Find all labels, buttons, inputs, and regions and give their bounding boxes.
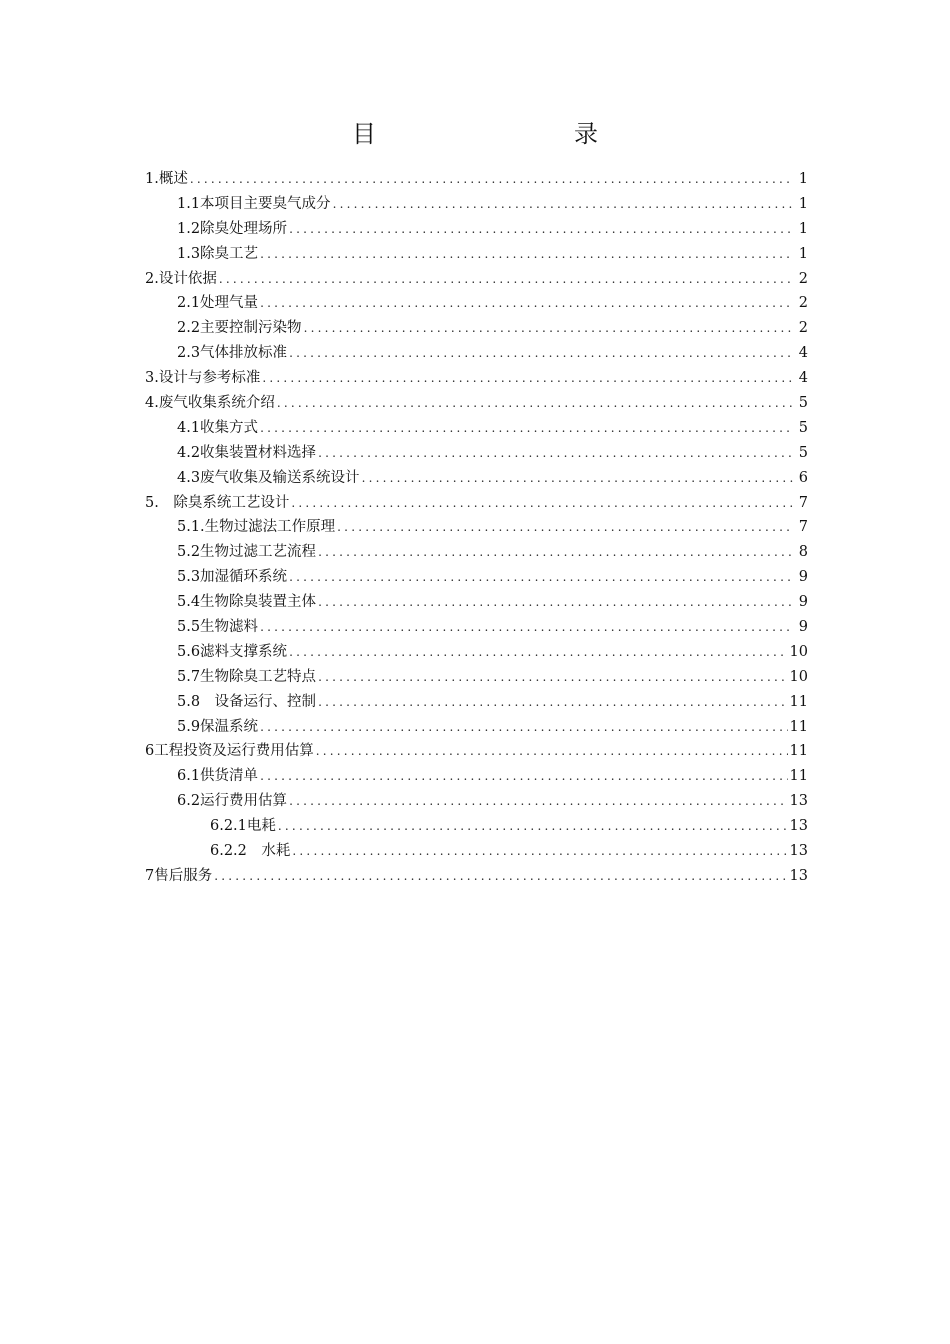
toc-entry[interactable] <box>145 615 808 640</box>
toc-entry[interactable] <box>145 242 808 267</box>
toc-page-number: 5 <box>798 419 808 436</box>
toc-dot-leader <box>318 590 794 615</box>
toc-entry[interactable] <box>145 590 808 615</box>
toc-entry-label: 2.设计依据 <box>145 270 217 287</box>
toc-dot-leader <box>289 217 794 242</box>
toc-dot-leader <box>277 391 794 416</box>
toc-page-number: 9 <box>798 619 808 636</box>
toc-entry-label: 6.2.2 水耗 <box>210 843 291 860</box>
toc-entry-label: 5.4生物除臭装置主体 <box>177 594 317 611</box>
toc-dot-leader <box>318 690 787 715</box>
toc-entry[interactable] <box>145 814 808 839</box>
toc-dot-leader <box>318 665 787 690</box>
toc-dot-leader <box>289 640 787 665</box>
toc-entry-label: 7售后服务 <box>145 867 213 884</box>
toc-entry-label: 4.3废气收集及输送系统设计 <box>177 469 360 486</box>
table-of-contents <box>145 167 808 889</box>
toc-dot-leader <box>289 341 794 366</box>
toc-dot-leader <box>318 540 794 565</box>
toc-entry[interactable] <box>145 167 808 192</box>
toc-page-number: 1 <box>798 245 808 262</box>
toc-entry-label: 5.3加湿循环系统 <box>177 569 288 586</box>
toc-dot-leader <box>262 366 794 391</box>
toc-dot-leader <box>337 515 794 540</box>
toc-entry-label: 1.概述 <box>145 171 188 187</box>
toc-page-number: 11 <box>789 768 808 785</box>
toc-entry[interactable] <box>145 291 808 316</box>
toc-entry[interactable] <box>145 789 808 814</box>
toc-entry-label: 4.废气收集系统介绍 <box>145 395 275 412</box>
toc-entry[interactable] <box>145 764 808 789</box>
toc-page-number: 13 <box>789 867 808 884</box>
toc-entry-label: 4.2收集装置材料选择 <box>177 444 317 461</box>
toc-entry-label: 2.1处理气量 <box>177 295 259 312</box>
toc-page-number: 4 <box>798 370 808 387</box>
toc-entry[interactable] <box>145 540 808 565</box>
toc-page-number: 6 <box>798 469 808 486</box>
toc-entry[interactable] <box>145 192 808 217</box>
toc-page-number: 1 <box>798 220 808 237</box>
toc-page-number: 2 <box>798 320 808 337</box>
toc-dot-leader <box>214 864 787 889</box>
toc-entry[interactable] <box>145 565 808 590</box>
toc-dot-leader <box>289 565 794 590</box>
toc-entry-label: 5.7生物除臭工艺特点 <box>177 668 317 685</box>
toc-page-number: 13 <box>789 843 808 860</box>
toc-page-number: 1 <box>798 195 808 212</box>
toc-entry[interactable] <box>145 217 808 242</box>
toc-page-number: 5 <box>798 395 808 412</box>
toc-page-number: 11 <box>789 743 808 760</box>
toc-entry-label: 6工程投资及运行费用估算 <box>145 743 314 760</box>
toc-dot-leader <box>292 839 787 864</box>
toc-entry-label: 5.5生物滤料 <box>177 619 259 636</box>
toc-entry[interactable] <box>145 640 808 665</box>
toc-entry-label: 6.2运行费用估算 <box>177 793 288 810</box>
toc-entry-label: 1.3除臭工艺 <box>177 245 259 262</box>
toc-entry[interactable] <box>145 466 808 491</box>
toc-dot-leader <box>289 789 787 814</box>
toc-entry[interactable] <box>145 690 808 715</box>
toc-entry-label: 5.9保温系统 <box>177 718 259 735</box>
toc-entry[interactable] <box>145 491 808 516</box>
toc-entry-label: 1.2除臭处理场所 <box>177 220 288 237</box>
toc-title: 目 录 <box>352 120 648 148</box>
toc-page-number: 2 <box>798 270 808 287</box>
toc-dot-leader <box>219 267 794 292</box>
toc-entry-label: 2.3气体排放标准 <box>177 345 288 362</box>
toc-entry[interactable] <box>145 416 808 441</box>
toc-entry-label: 6.2.1电耗 <box>210 818 276 835</box>
toc-page-number: 9 <box>798 594 808 611</box>
toc-entry-label: 1.1本项目主要臭气成分 <box>177 195 331 212</box>
toc-dot-leader <box>260 715 787 740</box>
toc-page-number: 4 <box>798 345 808 362</box>
toc-entry[interactable] <box>145 864 808 889</box>
toc-entry-label: 6.1供货清单 <box>177 768 259 785</box>
toc-dot-leader <box>260 291 794 316</box>
toc-dot-leader <box>304 316 794 341</box>
toc-entry-label: 5.1.生物过滤法工作原理 <box>177 519 336 536</box>
toc-entry-label: 5. 除臭系统工艺设计 <box>145 494 290 511</box>
toc-entry[interactable] <box>145 341 808 366</box>
toc-entry[interactable] <box>145 391 808 416</box>
toc-page-number: 11 <box>789 718 808 735</box>
toc-dot-leader <box>278 814 788 839</box>
toc-entry[interactable] <box>145 665 808 690</box>
toc-entry[interactable] <box>145 366 808 391</box>
toc-entry[interactable] <box>145 316 808 341</box>
toc-entry[interactable] <box>145 267 808 292</box>
toc-page-number: 7 <box>798 494 808 511</box>
toc-dot-leader <box>260 416 794 441</box>
toc-page-number: 7 <box>798 519 808 536</box>
toc-page-number: 10 <box>789 668 808 685</box>
toc-dot-leader <box>316 739 788 764</box>
toc-page-number: 5 <box>798 444 808 461</box>
toc-page-number: 11 <box>789 693 808 710</box>
toc-dot-leader <box>291 491 794 516</box>
toc-page-number: 1 <box>798 171 808 187</box>
toc-entry-label: 5.2生物过滤工艺流程 <box>177 544 317 561</box>
toc-dot-leader <box>260 764 787 789</box>
toc-entry[interactable] <box>145 515 808 540</box>
toc-entry-label: 5.8 设备运行、控制 <box>177 693 317 710</box>
toc-dot-leader <box>362 466 794 491</box>
toc-page-number: 10 <box>789 643 808 660</box>
toc-page-number: 9 <box>798 569 808 586</box>
toc-page-number: 13 <box>789 818 808 835</box>
toc-entry-label: 2.2主要控制污染物 <box>177 320 302 337</box>
toc-entry[interactable] <box>145 441 808 466</box>
toc-page-number: 8 <box>798 544 808 561</box>
toc-dot-leader <box>333 192 794 217</box>
toc-entry[interactable] <box>145 715 808 740</box>
toc-entry[interactable] <box>145 839 808 864</box>
toc-entry-label: 3.设计与参考标准 <box>145 370 261 387</box>
toc-dot-leader <box>190 167 794 192</box>
toc-entry[interactable] <box>145 739 808 764</box>
toc-page-number: 2 <box>798 295 808 312</box>
toc-page-number: 13 <box>789 793 808 810</box>
toc-entry-label: 4.1收集方式 <box>177 419 259 436</box>
toc-entry-label: 5.6滤料支撑系统 <box>177 643 288 660</box>
toc-dot-leader <box>260 615 794 640</box>
toc-dot-leader <box>318 441 794 466</box>
toc-dot-leader <box>260 242 794 267</box>
